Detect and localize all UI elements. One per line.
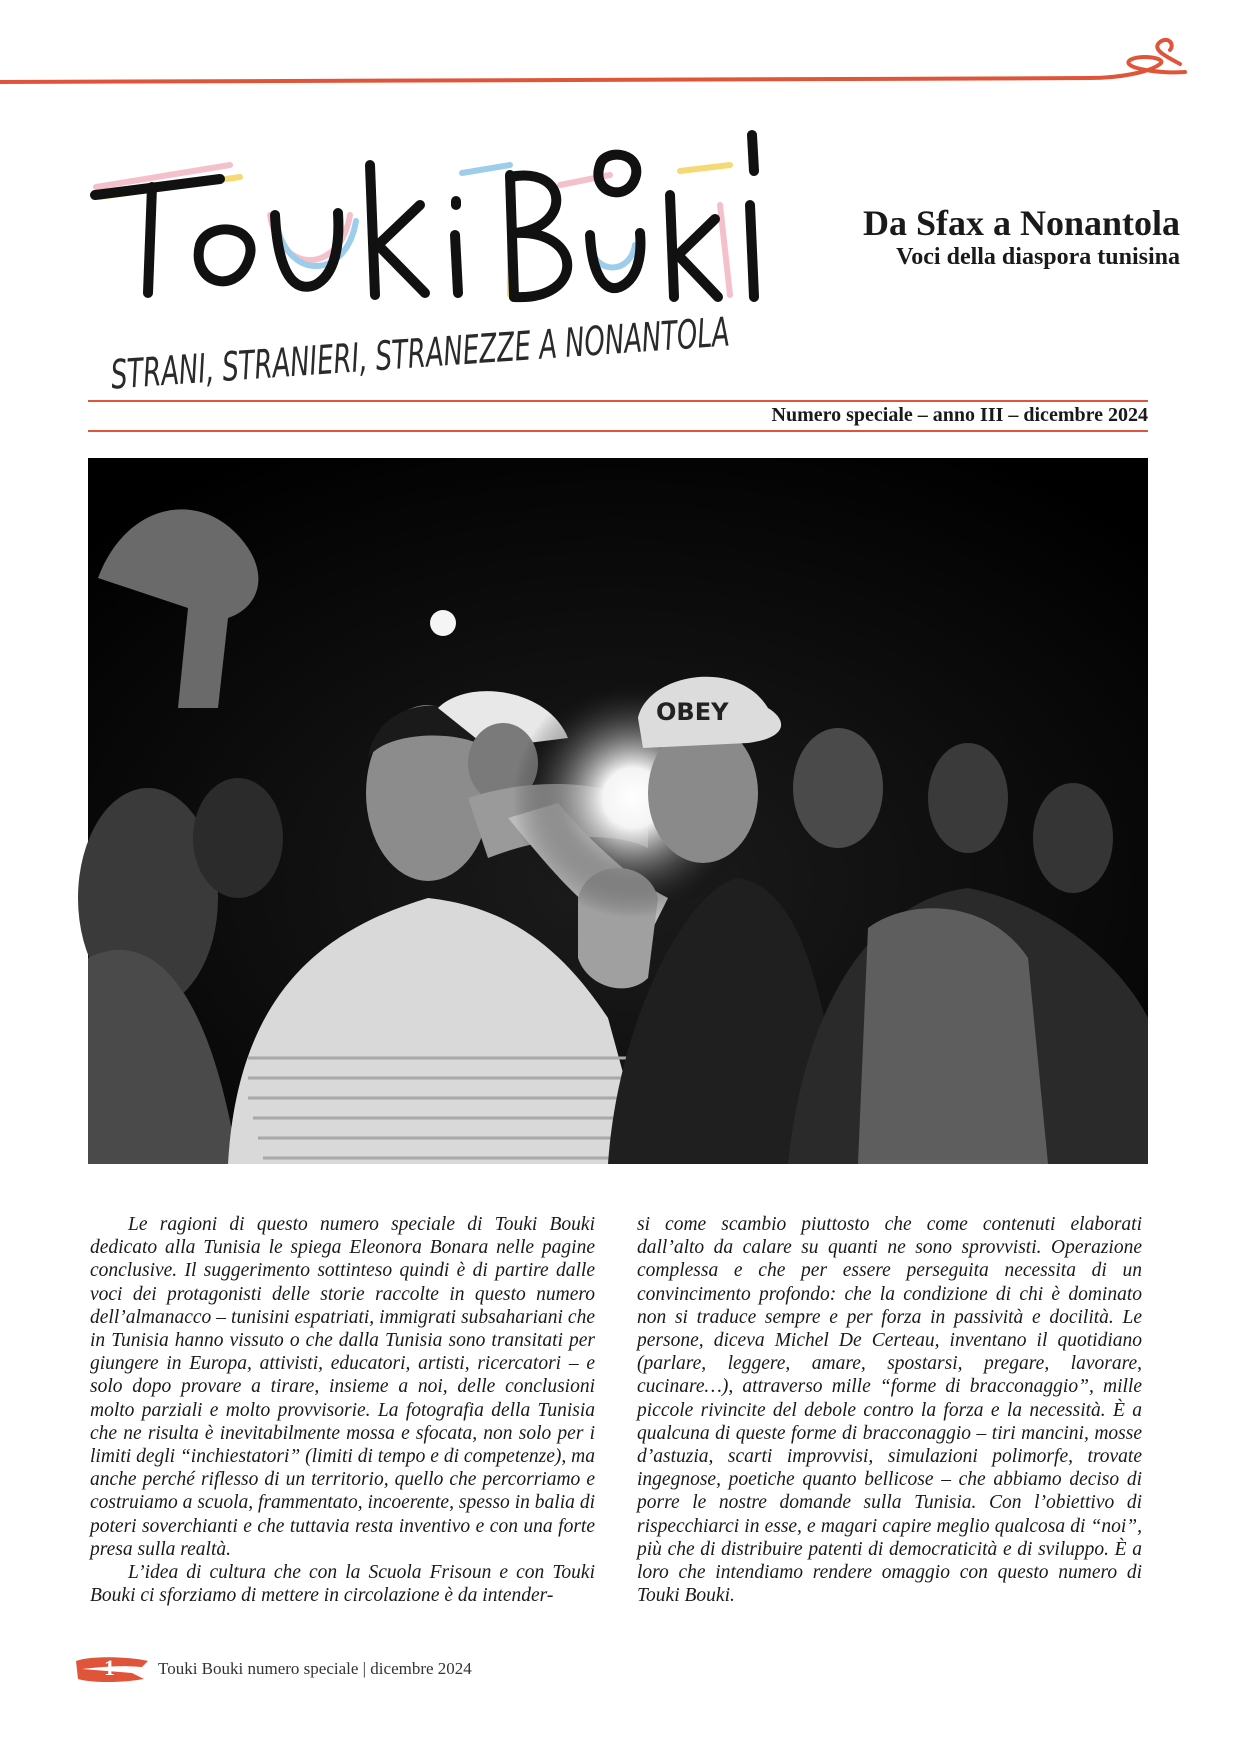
cover-photo bbox=[88, 458, 1148, 1164]
page-footer bbox=[72, 1651, 572, 1687]
issue-line: Numero speciale – anno III – dicembre 2024 bbox=[771, 404, 1148, 426]
article-column-left bbox=[90, 1213, 595, 1607]
article-paragraph: L’idea di cultura che con la Scuola Frisoun e con Touki Bouki ci sforziamo di mettere in circolazione è da intender- bbox=[90, 1562, 595, 1607]
touki-bouki-logo bbox=[90, 125, 790, 315]
headline-block bbox=[790, 205, 1180, 272]
article-paragraph: Le ragioni di questo numero speciale di Touki Bouki dedicato alla Tunisia le spiega Eleonora Bonara nelle pagine conclusive. Il suggerimento sottinteso quindi è di partire dalle voci dei protagonisti delle storie raccolte in questo numero dell’almanacco – tunisini espatriati, immigrati subsahariani che in Tunisia hanno vissuto o che dalla Tunisia sono transitati per giungere in Europa, attivisti, educatori, artisti, ricercatori – e solo dopo provare a tirare, insieme a noi, delle conclusioni molto parziali e molto provvisorie. La fotografia della Tunisia che ne risulta è inevitabilmente mossa e sfocata, non solo per i limiti degli “inchiestatori” (limiti di tempo e di competenze), ma anche perché riflesso di un territorio, quello che percorriamo e costruiamo a scuola, frammentato, incoerente, spesso in balia di poteri soverchianti e che tuttavia resta inventivo e con una forte presa sulla realtà. bbox=[90, 1214, 595, 1560]
svg-text:STRANI, STRANIERI, STRANEZZE A: STRANI, STRANIERI, STRANEZZE A NONANTOLA bbox=[109, 286, 1067, 399]
headline-subtitle: Voci della diaspora tunisina bbox=[896, 243, 1180, 270]
top-decorative-line bbox=[0, 28, 1241, 98]
footer-text: Touki Bouki numero speciale | dicembre 2024 bbox=[158, 1659, 472, 1678]
issue-rule-bottom bbox=[88, 430, 1148, 432]
article-paragraph: si come scambio piuttosto che come contenuti elaborati dall’alto da calare su quanti ne sono sprovvisti. Operazione complessa e che per essere perseguita necessita di un convincimento profondo: che la condizione di chi è dominato non si traduce sempre e per forza in passività e docilità. Le persone, diceva Michel De Certeau, inventano il quotidiano (parlare, leggere, amare, spostarsi, pregare, lavorare, cucinare…), attraverso mille “forme di bracconaggio”, mille piccole rivincite del debole contro la forza e la necessità. È a qualcuna di queste forme di bracconaggio – tiri mancini, mosse d’astuzia, scarti improvvisi, simulazioni polimorfe, trovate ingegnose, poetiche quanto bellicose – che abbiamo deciso di porre le nostre domande sulla Tunisia. Con l’obiettivo di rispecchiarci in esse, e magari capire meglio qualcosa di “noi”, più che di distribuire patenti di democraticità e di sviluppo. È a loro che intendiamo rendere omaggio con questo numero di Touki Bouki. bbox=[637, 1214, 1142, 1607]
cap-text: OBEY bbox=[656, 698, 729, 726]
article-column-right bbox=[637, 1213, 1142, 1607]
page-number: 1 bbox=[104, 1655, 115, 1680]
issue-rule-top bbox=[88, 400, 1148, 402]
headline-title: Da Sfax a Nonantola bbox=[862, 203, 1180, 243]
tagline-handwritten bbox=[109, 286, 1067, 399]
